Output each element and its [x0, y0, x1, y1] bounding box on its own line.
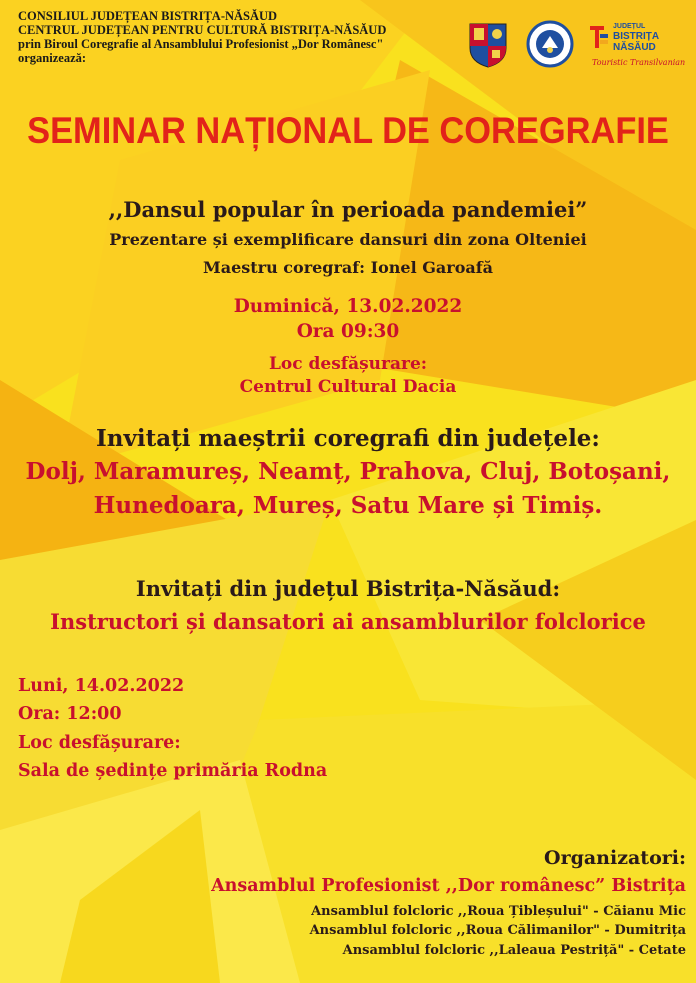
county-coat-of-arms-logo	[468, 22, 508, 68]
event1-date: Duminică, 13.02.2022	[233, 296, 463, 317]
tourism-logo-name-1: BISTRIȚA	[613, 31, 660, 42]
culture-center-logo	[526, 20, 574, 68]
local-guests-line: Instructori și dansatori ai ansamblurilor folclorice	[50, 609, 646, 634]
seminar-master: Maestru coregraf: Ionel Garoafă	[202, 258, 494, 277]
event2-time: Ora: 12:00	[18, 704, 122, 724]
guests-heading: Invitați maeștrii coregrafi din județele:	[96, 425, 600, 452]
organizer-item: Ansamblul folcloric ,,Laleaua Pestriță" - Cetate	[342, 943, 686, 958]
page-title: SEMINAR NAȚIONAL DE COREGRAFIE	[27, 110, 669, 151]
tourism-logo-county-label: JUDEȚUL	[613, 23, 646, 30]
organizer-item: Ansamblul folcloric ,,Roua Țibleșului" - Căianu Mic	[311, 904, 686, 919]
organizer-header	[18, 9, 386, 65]
header-line-office: prin Biroul Coregrafie al Ansamblului Profesionist „Dor Românesc"	[18, 37, 384, 51]
guests-counties-line2: Hunedoara, Mureș, Satu Mare și Timiș.	[93, 492, 603, 519]
header-line-council: CONSILIUL JUDEȚEAN BISTRIȚA-NĂSĂUD	[18, 9, 278, 23]
seminar-subtitle: ,,Dansul popular în perioada pandemiei”	[108, 197, 588, 222]
seminar-description: Prezentare și exemplificare dansuri din zona Olteniei	[109, 230, 587, 249]
event1-location-label: Loc desfășurare:	[268, 354, 428, 374]
header-line-organizes: organizează:	[18, 51, 87, 65]
event2-location-value: Sala de ședințe primăria Rodna	[18, 761, 328, 781]
tourism-logo-name-2: NĂSĂUD	[613, 42, 656, 53]
organizers-main: Ansamblul Profesionist ,,Dor românesc” Bistrița	[211, 876, 686, 896]
event1-time: Ora 09:30	[296, 321, 400, 342]
organizer-item: Ansamblul folcloric ,,Roua Călimanilor" - Dumitrița	[309, 923, 686, 938]
event2-location-label: Loc desfășurare:	[18, 733, 181, 753]
event2-date: Luni, 14.02.2022	[18, 676, 185, 696]
header-line-center: CENTRUL JUDEȚEAN PENTRU CULTURĂ BISTRIȚA-NĂSĂUD	[18, 23, 387, 37]
local-guests-heading: Invitați din județul Bistrița-Năsăud:	[135, 576, 561, 601]
event1-location-value: Centrul Cultural Dacia	[239, 377, 457, 397]
tourism-logo-tagline: Touristic Transilvanian	[592, 58, 686, 67]
logo-row	[468, 20, 688, 80]
organizers-heading: Organizatori:	[544, 847, 686, 869]
guests-counties-line1: Dolj, Maramureș, Neamț, Prahova, Cluj, Botoșani,	[25, 458, 671, 485]
